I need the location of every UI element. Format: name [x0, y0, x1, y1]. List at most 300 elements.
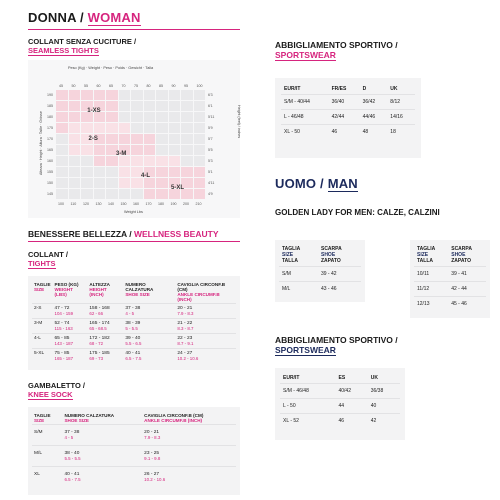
left-tick: 170 — [47, 137, 53, 141]
men-2-cell: 12/13 — [414, 297, 448, 312]
men-2-cell: 10/11 — [414, 267, 448, 282]
tights-header-sub: ANKLE CIRCUMF.B (INCH) — [177, 292, 220, 302]
tights-size-label: 2-S — [34, 306, 42, 311]
men-1-row — [279, 267, 361, 282]
uomo-heading — [275, 176, 358, 191]
size-region-cell — [119, 134, 131, 144]
chart-cell — [69, 156, 81, 166]
chart-cell — [144, 123, 156, 133]
bottom-tick: 170 — [145, 202, 152, 206]
chart-cell — [69, 189, 81, 199]
size-region-cell — [131, 156, 143, 166]
sport-w-row — [281, 125, 415, 140]
sport-w-cell: 46 — [329, 125, 360, 140]
collant-heading — [28, 250, 68, 268]
size-region-cell — [106, 112, 118, 122]
chart-cell — [56, 178, 68, 188]
woman-label: WOMAN — [87, 10, 141, 25]
men-1-cell: 43 - 46 — [318, 282, 361, 297]
size-region-cell — [169, 167, 181, 177]
men-table-2 — [414, 244, 486, 311]
wellness-rule — [28, 241, 240, 242]
size-region-cell — [144, 156, 156, 166]
chart-cell — [56, 167, 68, 177]
knee-header-sub: SIZE — [34, 418, 45, 423]
chart-cell — [69, 178, 81, 188]
tights-cell-value: 39 - 40 — [125, 336, 141, 341]
seamless-line2: SEAMLESS TIGHTS — [28, 46, 99, 55]
men-1-header-a: SCARPA — [320, 246, 342, 252]
men-1-header — [279, 244, 318, 267]
size-region-cell — [131, 178, 143, 188]
size-region-cell — [144, 145, 156, 155]
sport-w-cell: S/M - 40/44 — [281, 95, 329, 110]
chart-cell — [94, 189, 106, 199]
knee-cell-value: 23 - 25 — [144, 451, 160, 456]
men-2-header — [414, 244, 448, 267]
sport-m-cell: 44 — [335, 399, 367, 414]
chart-cell — [81, 178, 93, 188]
tights-cell-value: 22 - 23 — [177, 336, 193, 341]
chart-cell — [81, 156, 93, 166]
size-region-cell — [119, 156, 131, 166]
sport-m-header: EUR/IT — [283, 375, 300, 381]
chart-cell — [156, 90, 168, 100]
knee-header-label: TAGLIE — [34, 413, 51, 418]
tights-cell-value: 172 - 182 — [89, 336, 110, 341]
bottom-tick: 150 — [120, 202, 127, 206]
knee-panel — [28, 407, 240, 495]
sport-w-cell: XL - 50 — [281, 125, 329, 140]
top-tick: 80 — [146, 84, 151, 88]
chart-cell — [194, 90, 206, 100]
tights-cell — [123, 304, 175, 319]
tights-cell-value: 24 - 27 — [177, 351, 193, 356]
chart-grid — [47, 84, 215, 206]
men-panel-2 — [410, 240, 490, 318]
knee-size — [32, 446, 62, 467]
size-region-cell — [144, 178, 156, 188]
sport-m-header: ES — [338, 375, 346, 381]
size-region-cell — [69, 134, 81, 144]
knee-header — [32, 412, 62, 425]
tights-cell-value: 52 - 74 — [54, 321, 70, 326]
left-tick: 175 — [47, 126, 53, 130]
knee-cell-sub: 9.1 - 9.8 — [144, 456, 161, 461]
tights-cell-value: 38 - 39 — [125, 321, 141, 326]
tights-size — [32, 334, 53, 349]
tights-header — [175, 281, 236, 304]
chart-cell — [156, 123, 168, 133]
tights-cell-value: 65 - 85 — [54, 336, 70, 341]
left-tick: 160 — [47, 159, 53, 163]
top-tick: 75 — [134, 84, 138, 88]
tights-row — [32, 304, 236, 319]
size-region-cell — [69, 145, 81, 155]
knee-cell — [62, 425, 142, 446]
tights-cell — [175, 334, 236, 349]
bottom-tick: 190 — [170, 202, 177, 206]
men-2-header-c: TALLA — [417, 258, 434, 264]
tights-cell — [87, 319, 123, 334]
chart-cell — [144, 101, 156, 111]
size-region-cell — [69, 123, 81, 133]
knee-cell — [142, 446, 236, 467]
men-2-header-b: SHOE — [451, 252, 466, 258]
chart-right-label: Height (feet) / inches — [237, 105, 241, 139]
size-region-cell — [94, 123, 106, 133]
knee-header-label: NUMERO CALZATURA — [64, 413, 115, 418]
tights-cell-value: 40 - 41 — [125, 351, 141, 356]
sport-m-cell: S/M - 46/48 — [280, 384, 335, 399]
chart-cell — [56, 189, 68, 199]
size-region-cell — [81, 90, 93, 100]
sport-w-cell: 48 — [360, 125, 388, 140]
tights-header-label: CAVIGLIA CIRCONF.B (CM) — [177, 282, 226, 292]
tights-header-label: ALTEZZA — [89, 282, 110, 287]
sport-m-header: UK — [370, 375, 378, 381]
knee-row — [32, 467, 236, 488]
knee-cell-sub: 5.5 - 5.5 — [64, 456, 81, 461]
tights-header-label: NUMERO CALZATURA — [125, 282, 154, 292]
chart-cell — [169, 101, 181, 111]
right-tick: 5'5 — [208, 148, 213, 152]
tights-cell — [175, 319, 236, 334]
tights-cell — [53, 349, 88, 364]
knee-cell-value: 20 - 21 — [144, 430, 160, 435]
chart-cell — [169, 112, 181, 122]
sport-w-cell: 44/46 — [360, 110, 388, 125]
chart-cell — [81, 167, 93, 177]
size-region-cell — [156, 178, 168, 188]
chart-cell — [181, 101, 193, 111]
size-region-cell — [56, 90, 68, 100]
men-table-1 — [279, 244, 361, 296]
chart-cell — [119, 189, 131, 199]
tights-cell-value: 175 - 185 — [89, 351, 110, 356]
knee-size-label: M/L — [34, 451, 42, 456]
left-tick: 145 — [47, 192, 53, 196]
left-tick: 180 — [47, 115, 53, 119]
size-region-cell — [94, 156, 106, 166]
tights-header-label: PESO (KG) — [54, 282, 79, 287]
chart-cell — [56, 134, 68, 144]
tights-size — [32, 349, 53, 364]
tights-cell — [87, 334, 123, 349]
size-region-cell — [56, 123, 68, 133]
left-tick: 190 — [47, 93, 53, 97]
tights-header — [32, 281, 53, 304]
collant-label-b: TIGHTS — [28, 259, 56, 268]
size-region-cell — [94, 145, 106, 155]
sport-w-cell: 14/16 — [387, 110, 415, 125]
man-label: MAN — [327, 176, 358, 191]
men-1-cell: 39 - 42 — [318, 267, 361, 282]
right-tick: 5'3 — [208, 159, 213, 163]
tights-cell-sub: 69 - 73 — [89, 356, 104, 361]
chart-cell — [169, 123, 181, 133]
chart-cell — [69, 167, 81, 177]
men-2-header-c: ZAPATO — [451, 258, 471, 264]
men-2-cell: 45 - 46 — [448, 297, 486, 312]
right-tick: 5'1 — [208, 170, 213, 174]
sport-w-header: EUR/IT — [284, 86, 301, 92]
chart-cell — [156, 112, 168, 122]
chart-cell — [131, 123, 143, 133]
sport-w-table — [281, 84, 415, 139]
size-region-cell — [144, 189, 156, 199]
tights-cell-sub: 68 - 72 — [89, 341, 104, 346]
size-region-cell — [119, 167, 131, 177]
chart-cell — [131, 101, 143, 111]
size-region-cell — [194, 167, 206, 177]
tights-size — [32, 304, 53, 319]
tights-cell — [87, 349, 123, 364]
sport-m-row — [280, 399, 400, 414]
tights-cell-sub: 8.7 - 9.1 — [177, 341, 194, 346]
wellness-heading — [28, 229, 218, 239]
chart-cell — [194, 134, 206, 144]
tights-cell — [175, 349, 236, 364]
chart-cell — [181, 90, 193, 100]
knee-cell — [142, 467, 236, 488]
size-region-cell — [106, 90, 118, 100]
chart-cell — [106, 167, 118, 177]
men-1-header-c: TALLA — [282, 258, 299, 264]
sport-m-panel — [275, 368, 405, 440]
bottom-tick: 120 — [83, 202, 89, 206]
sport-m-label-b: SPORTSWEAR — [275, 345, 336, 355]
sport-m-table — [280, 373, 400, 428]
size-region-cell — [194, 189, 206, 199]
men-2-row — [414, 267, 486, 282]
tights-row — [32, 319, 236, 334]
size-label: 1-XS — [87, 107, 101, 114]
sport-w-cell: L - 46/48 — [281, 110, 329, 125]
knee-cell-sub: 6.5 - 7.5 — [64, 477, 81, 482]
sport-m-row — [280, 414, 400, 429]
tights-row — [32, 334, 236, 349]
knee-header — [142, 412, 236, 425]
chart-cell — [94, 167, 106, 177]
chart-cell — [106, 189, 118, 199]
size-region-cell — [169, 156, 181, 166]
men-1-header-c: ZAPATO — [320, 258, 341, 264]
chart-cell — [56, 145, 68, 155]
sport-m-cell: XL - 52 — [280, 414, 335, 429]
right-tick: 4'9 — [208, 192, 213, 196]
tights-header-sub: HEIGHT (INCH) — [89, 287, 107, 297]
bottom-tick: 100 — [58, 202, 64, 206]
bottom-tick: 180 — [158, 202, 164, 206]
knee-cell-sub: 4 - 5 — [64, 435, 74, 440]
knee-cell — [62, 446, 142, 467]
bottom-tick: 130 — [95, 202, 102, 206]
men-1-header — [318, 244, 361, 267]
tights-cell-sub: 165 - 187 — [54, 356, 74, 361]
sport-m-cell: 42 — [368, 414, 400, 429]
tights-header — [123, 281, 175, 304]
donna-label: DONNA / — [28, 10, 88, 25]
left-tick: 150 — [47, 181, 53, 185]
sport-w-row — [281, 95, 415, 110]
knee-cell-value: 38 - 40 — [64, 451, 80, 456]
top-tick: 90 — [171, 84, 176, 88]
chart-bottom-label: Weight Lbs — [124, 210, 143, 214]
size-region-cell — [156, 156, 168, 166]
size-label: 5-XL — [171, 184, 185, 191]
size-region-cell — [156, 167, 168, 177]
men-1-header-b: SIZE — [282, 252, 294, 258]
sport-m-cell: L - 50 — [280, 399, 335, 414]
men-2-cell: 11/12 — [414, 282, 448, 297]
sport-m-label-a: ABBIGLIAMENTO SPORTIVO / — [275, 335, 398, 345]
knee-header-sub: SHOE SIZE — [64, 418, 89, 423]
size-region-cell — [106, 123, 118, 133]
size-label: 2-S — [88, 136, 98, 143]
tights-cell-value: 21 - 22 — [177, 321, 193, 326]
tights-cell — [123, 334, 175, 349]
top-tick: 45 — [59, 84, 63, 88]
top-tick: 50 — [71, 84, 76, 88]
top-tick: 70 — [121, 84, 126, 88]
sport-w-label-a: ABBIGLIAMENTO SPORTIVO / — [275, 40, 398, 50]
men-1-row — [279, 282, 361, 297]
right-tick: 5'11 — [208, 115, 215, 119]
men-1-header-a: TAGLIA — [282, 246, 301, 252]
knee-cell — [62, 467, 142, 488]
tights-header-sub: SHOE SIZE — [125, 292, 150, 297]
sport-w-heading — [275, 40, 398, 60]
wellness-label-a: BENESSERE BELLEZZA / — [28, 229, 134, 239]
size-region-cell — [56, 112, 68, 122]
men-panel-1 — [275, 240, 365, 302]
tights-cell-value: 158 - 168 — [89, 306, 110, 311]
sport-w-cell: 36/40 — [329, 95, 360, 110]
tights-header-sub: SIZE — [34, 287, 45, 292]
sport-m-cell: 40 — [368, 399, 400, 414]
top-tick: 55 — [84, 84, 88, 88]
men-2-cell: 42 - 44 — [448, 282, 486, 297]
size-label: 3-M — [116, 150, 127, 157]
chart-cell — [181, 134, 193, 144]
top-tick: 65 — [109, 84, 113, 88]
bottom-tick: 210 — [195, 202, 202, 206]
knee-heading — [28, 381, 85, 399]
knee-size — [32, 467, 62, 488]
size-region-cell — [94, 90, 106, 100]
sport-w-panel — [275, 78, 421, 158]
tights-cell-value: 75 - 85 — [54, 351, 70, 356]
tights-cell-sub: 4 - 5 — [125, 311, 135, 316]
tights-cell — [53, 304, 88, 319]
size-region-cell — [106, 134, 118, 144]
chart-cell — [131, 90, 143, 100]
size-region-cell — [56, 101, 68, 111]
golden-heading: GOLDEN LADY FOR MEN: CALZE, CALZINI — [275, 208, 440, 217]
tights-cell-sub: 104 - 159 — [54, 311, 74, 316]
top-tick: 100 — [196, 84, 203, 88]
tights-cell — [175, 304, 236, 319]
sport-m-heading — [275, 335, 398, 355]
chart-cell — [169, 145, 181, 155]
men-2-cell: 39 - 41 — [448, 267, 486, 282]
tights-size-label: 3-M — [34, 321, 43, 326]
chart-cell — [181, 145, 193, 155]
tights-cell-sub: 8.3 - 8.7 — [177, 326, 194, 331]
tights-cell-sub: 143 - 187 — [54, 341, 74, 346]
chart-cell — [144, 90, 156, 100]
chart-cell — [144, 112, 156, 122]
bottom-tick: 160 — [133, 202, 139, 206]
chart-cell — [131, 112, 143, 122]
size-region-cell — [156, 189, 168, 199]
size-region-cell — [119, 123, 131, 133]
chart-cell — [194, 123, 206, 133]
top-tick: 60 — [96, 84, 101, 88]
knee-header-sub: ANKLE CIRCUMF.B (INCH) — [144, 418, 203, 423]
tights-cell-sub: 5.5 - 6.5 — [125, 341, 142, 346]
knee-row — [32, 446, 236, 467]
left-tick: 155 — [47, 170, 53, 174]
tights-header-label: TAGLIE — [34, 282, 51, 287]
men-2-header-b: SIZE — [417, 252, 429, 258]
tights-header-sub: WEIGHT (LBS) — [54, 287, 73, 297]
donna-heading — [28, 10, 141, 25]
size-label: 4-L — [141, 172, 150, 179]
bottom-tick: 110 — [70, 202, 77, 206]
tights-cell-sub: 65 - 68.5 — [89, 326, 107, 331]
chart-cell — [56, 156, 68, 166]
knee-cell-sub: 10.2 - 10.6 — [144, 477, 166, 482]
tights-cell-value: 37 - 38 — [125, 306, 141, 311]
knee-cell-sub: 7.9 - 8.3 — [144, 435, 161, 440]
chart-cell — [156, 101, 168, 111]
chart-cell — [94, 178, 106, 188]
chart-cell — [169, 90, 181, 100]
tights-row — [32, 349, 236, 364]
right-tick: 5'9 — [208, 126, 213, 130]
sport-w-cell: 18 — [387, 125, 415, 140]
men-1-header-b: SHOE — [320, 252, 336, 258]
knee-cell-value: 40 - 41 — [64, 472, 80, 477]
right-tick: 6'3 — [208, 93, 213, 97]
size-region-cell — [69, 112, 81, 122]
tights-header — [53, 281, 88, 304]
tights-cell-sub: 10.2 - 10.6 — [177, 356, 199, 361]
men-2-row — [414, 297, 486, 312]
right-tick: 5'7 — [208, 137, 213, 141]
sport-w-header: D — [362, 86, 367, 92]
knee-label-a: GAMBALETTO / — [28, 381, 85, 390]
tights-cell-value: 20 - 21 — [177, 306, 193, 311]
bottom-tick: 140 — [108, 202, 114, 206]
chart-left-label: Altezza · Height · Altura · Taille · Grösse — [39, 111, 43, 175]
size-region-cell — [81, 145, 93, 155]
tights-cell-sub: 62 - 66 — [89, 311, 104, 316]
tights-size-label: 4-L — [34, 336, 41, 341]
knee-header-label: CAVIGLIA CIRCONF.B (CM) — [144, 413, 204, 418]
chart-cell — [156, 134, 168, 144]
wellness-label-b: WELLNESS BEAUTY — [133, 229, 219, 239]
left-tick: 185 — [47, 104, 53, 108]
top-tick: 95 — [184, 84, 188, 88]
knee-header — [62, 412, 142, 425]
top-tick: 85 — [159, 84, 163, 88]
knee-size-label: S/M — [34, 430, 43, 435]
right-tick: 4'11 — [208, 181, 215, 185]
tights-cell — [87, 304, 123, 319]
